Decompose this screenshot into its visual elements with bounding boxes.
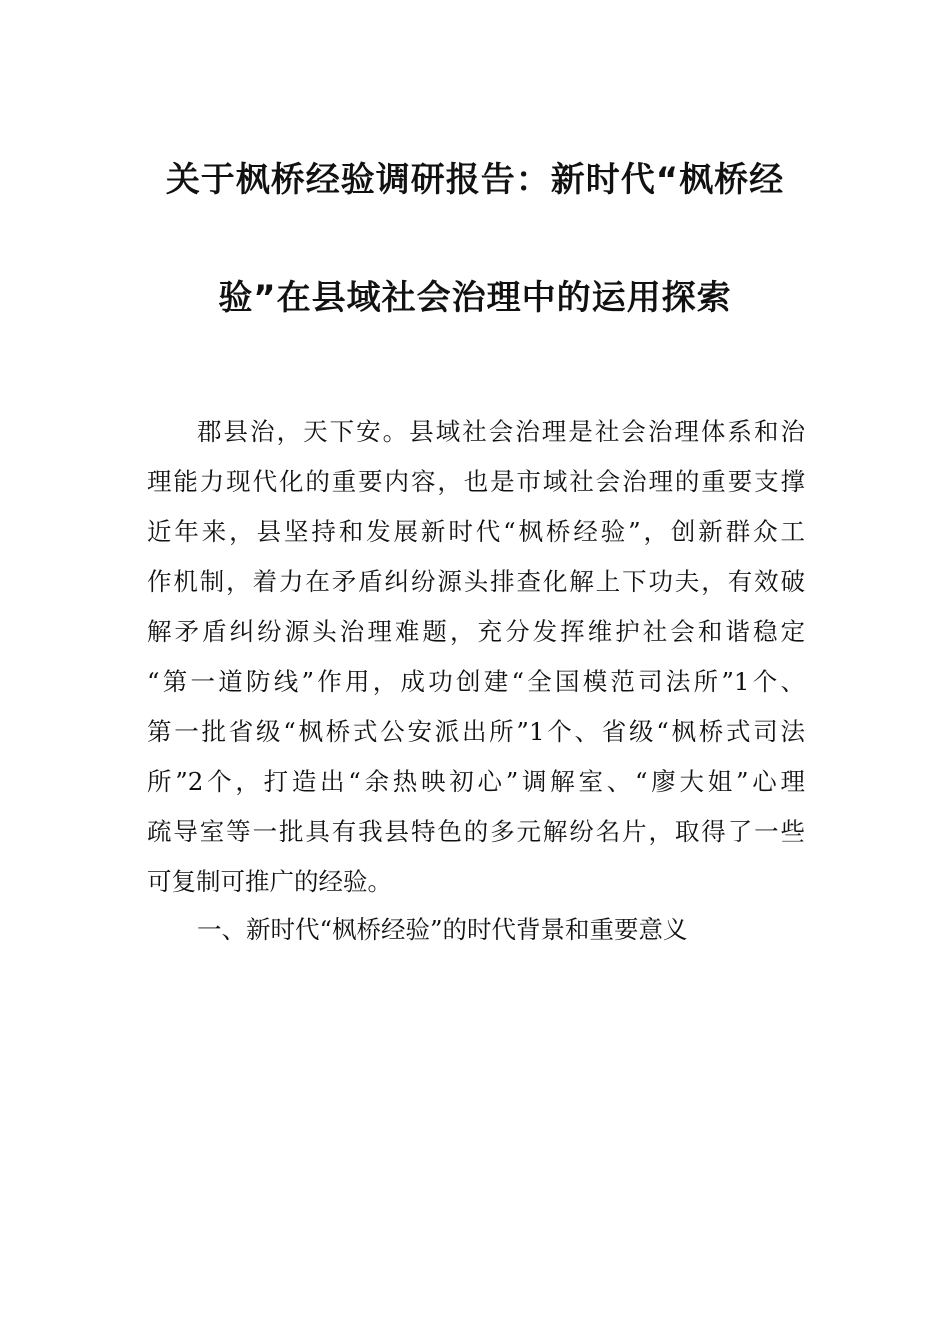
paragraph-line: 疏导室等一批具有我县特色的多元解纷名片，取得了一些: [147, 817, 805, 846]
paragraph-line: 理能力现代化的重要内容，也是市域社会治理的重要支撑: [147, 467, 805, 496]
paragraph-line: 可复制可推广的经验。: [147, 867, 392, 896]
section-heading: 一、新时代“枫桥经验”的时代背景和重要意义: [197, 915, 688, 944]
paragraph-line: 第一批省级“枫桥式公安派出所”1个、省级“枫桥式司法: [147, 717, 805, 746]
paragraph-line: 作机制，着力在矛盾纠纷源头排查化解上下功夫，有效破: [147, 567, 805, 596]
paragraph-line: “第一道防线”作用，成功创建“全国模范司法所”1个、: [147, 667, 805, 696]
document-title-line-1: 关于枫桥经验调研报告：新时代“枫桥经: [165, 160, 785, 200]
paragraph-line: 解矛盾纠纷源头治理难题，充分发挥维护社会和谐稳定: [147, 617, 805, 646]
paragraph-line: 近年来，县坚持和发展新时代“枫桥经验”，创新群众工: [147, 517, 805, 546]
paragraph-line: 郡县治，天下安。县域社会治理是社会治理体系和治: [197, 417, 805, 446]
document-title-line-2: 验”在县域社会治理中的运用探索: [218, 278, 732, 318]
paragraph-line: 所”2个，打造出“余热映初心”调解室、“廖大姐”心理: [147, 767, 805, 796]
